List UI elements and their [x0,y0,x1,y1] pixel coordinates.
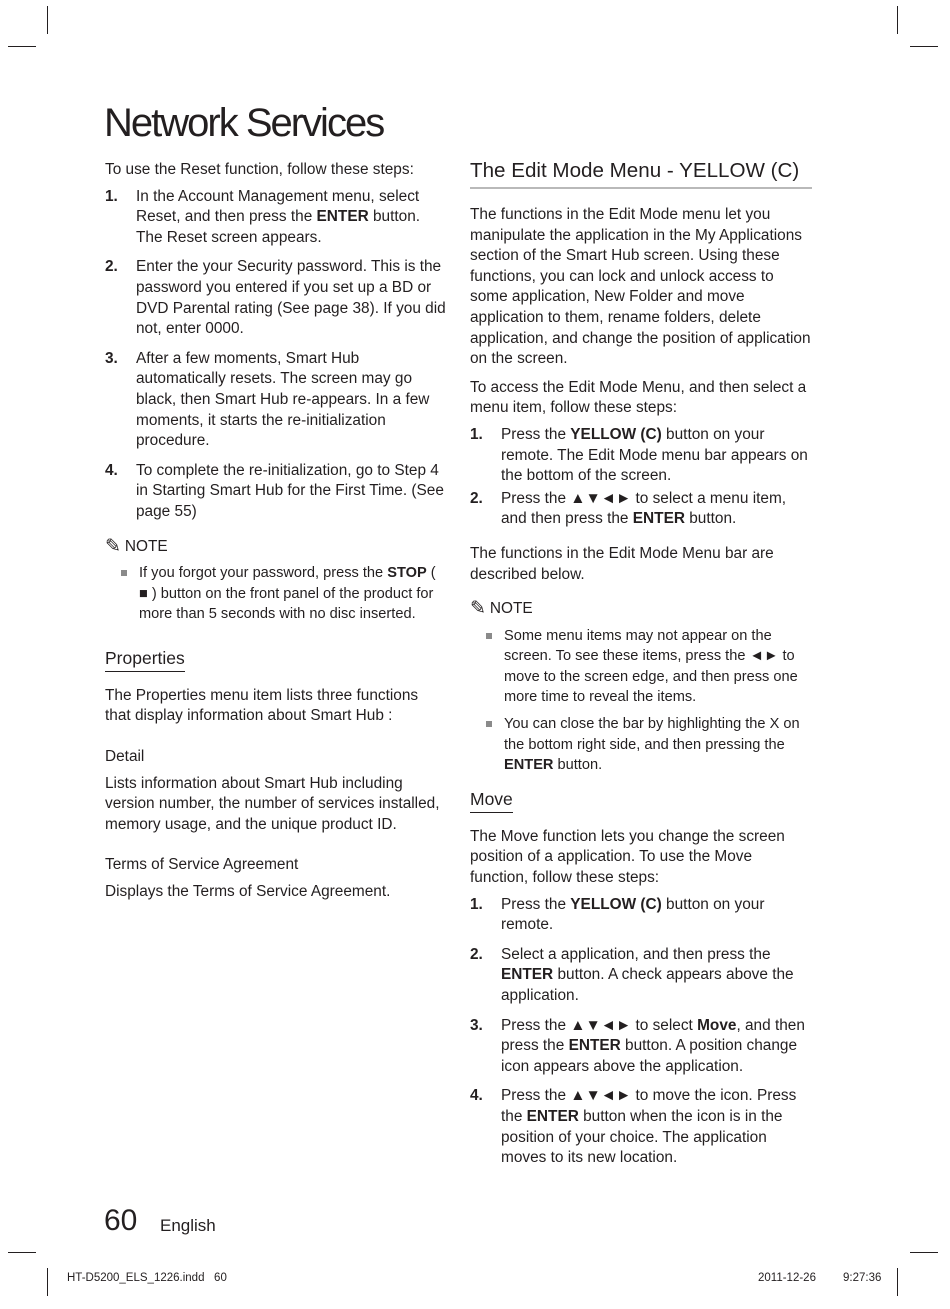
list-item: 2. Press the ▲▼◄► to select a menu item, and then press the ENTER button. [470,489,787,528]
footer-time: 9:27:36 [843,1272,882,1284]
detail-text: Lists information about Smart Hub including version number, the number of services installed, memory usage, and the unique product ID. [105,774,440,833]
list-item: 4. Press the ▲▼◄► to move the icon. Press the ENTER button when the icon is in the position of your choice. The application moves to its new location. [470,1087,797,1167]
step-number: 4. [105,461,118,479]
functions-text: The functions in the Edit Mode Menu bar are described below. [470,544,774,583]
terms-heading: Terms of Service Agreement [105,856,299,874]
left-column [105,160,447,903]
note-heading: ✎ NOTE [105,535,168,557]
list-item: 2. Enter the your Security password. This is the password you entered if you set up a BD or DVD Parental rating (See page 38). If you did not, enter 0000. [105,258,446,338]
step-number: 3. [470,1016,483,1034]
crop-mark [47,1268,48,1296]
page-language: English [160,1216,216,1235]
note-list [470,626,812,776]
list-item: 1. Press the YELLOW (C) button on your remote. The Edit Mode menu bar appears on the bottom of the screen. [470,425,808,485]
access-intro: To access the Edit Mode Menu, and then select a menu item, follow these steps: [470,378,807,417]
step-number: 2. [470,489,483,507]
step-number: 3. [105,349,118,367]
step-number: 1. [470,895,483,913]
step-number: 1. [470,425,483,443]
access-steps [470,425,812,530]
list-item: If you forgot your password, press the STOP ( ■ ) button on the front panel of the product for more than 5 seconds with no disc inserted. [105,563,447,625]
crop-mark [8,1252,36,1253]
list-item: 1. In the Account Management menu, select Reset, and then press the ENTER button. The Reset screen appears. [105,187,421,246]
bullet-square-icon [486,721,492,727]
edit-mode-heading: The Edit Mode Menu - YELLOW (C) [470,158,812,189]
edit-mode-intro: The functions in the Edit Mode menu let you manipulate the application in the My Applications section of the Smart Hub screen. Using these functions, you can lock and unlock access to some application, New Folder and move application to them, rename folders, delete application, and change the position of application on the screen. [470,206,811,368]
step-number: 2. [105,258,118,276]
note-list [105,563,447,625]
crop-mark [910,1252,938,1253]
list-item: 4. To complete the re-initialization, go to Step 4 in Starting Smart Hub for the First Time. (See page 55) [105,461,444,520]
list-item: 1. Press the YELLOW (C) button on your remote. [470,895,765,934]
crop-mark [897,1268,898,1296]
step-number: 1. [105,187,118,205]
bullet-square-icon [486,633,492,639]
reset-steps [105,187,447,523]
list-item: Some menu items may not appear on the screen. To see these items, press the ◄► to move to the screen edge, and then press one more time to reveal the items. [470,626,812,708]
move-intro: The Move function lets you change the screen position of a application. To use the Move function, follow these steps: [470,827,785,887]
list-item: 3. Press the ▲▼◄► to select Move, and then press the ENTER button. A position change icon appears above the application. [470,1016,805,1075]
terms-text: Displays the Terms of Service Agreement. [105,883,391,901]
bullet-square-icon [121,570,127,576]
list-item: You can close the bar by highlighting the X on the bottom right side, and then pressing the ENTER button. [470,714,812,776]
page-title: Network Services [104,101,384,145]
crop-mark [8,46,36,47]
page-number: 60 [104,1204,138,1237]
list-item: 3. After a few moments, Smart Hub automatically resets. The screen may go black, then Smart Hub re-appears. In a few moments, it starts the re-initialization procedure. [105,349,430,450]
crop-mark [897,6,898,34]
step-number: 4. [470,1087,483,1105]
move-steps [470,895,812,1169]
pencil-icon: ✎ [105,535,121,557]
reset-intro: To use the Reset function, follow these steps: [105,161,414,178]
list-item: 2. Select a application, and then press the ENTER button. A check appears above the application. [470,945,794,1004]
crop-mark [47,6,48,34]
move-heading: Move [470,788,513,813]
pencil-icon: ✎ [470,598,486,620]
right-column [470,158,812,1178]
footer-date: 2011-12-26 [758,1272,816,1284]
properties-heading: Properties [105,647,185,672]
note-heading: ✎ NOTE [470,598,533,620]
step-number: 2. [470,945,483,963]
footer-filename: HT-D5200_ELS_1226.indd 60 [67,1272,227,1284]
detail-heading: Detail [105,748,145,766]
properties-text: The Properties menu item lists three functions that display information about Smart Hub : [105,686,419,725]
crop-mark [910,46,938,47]
